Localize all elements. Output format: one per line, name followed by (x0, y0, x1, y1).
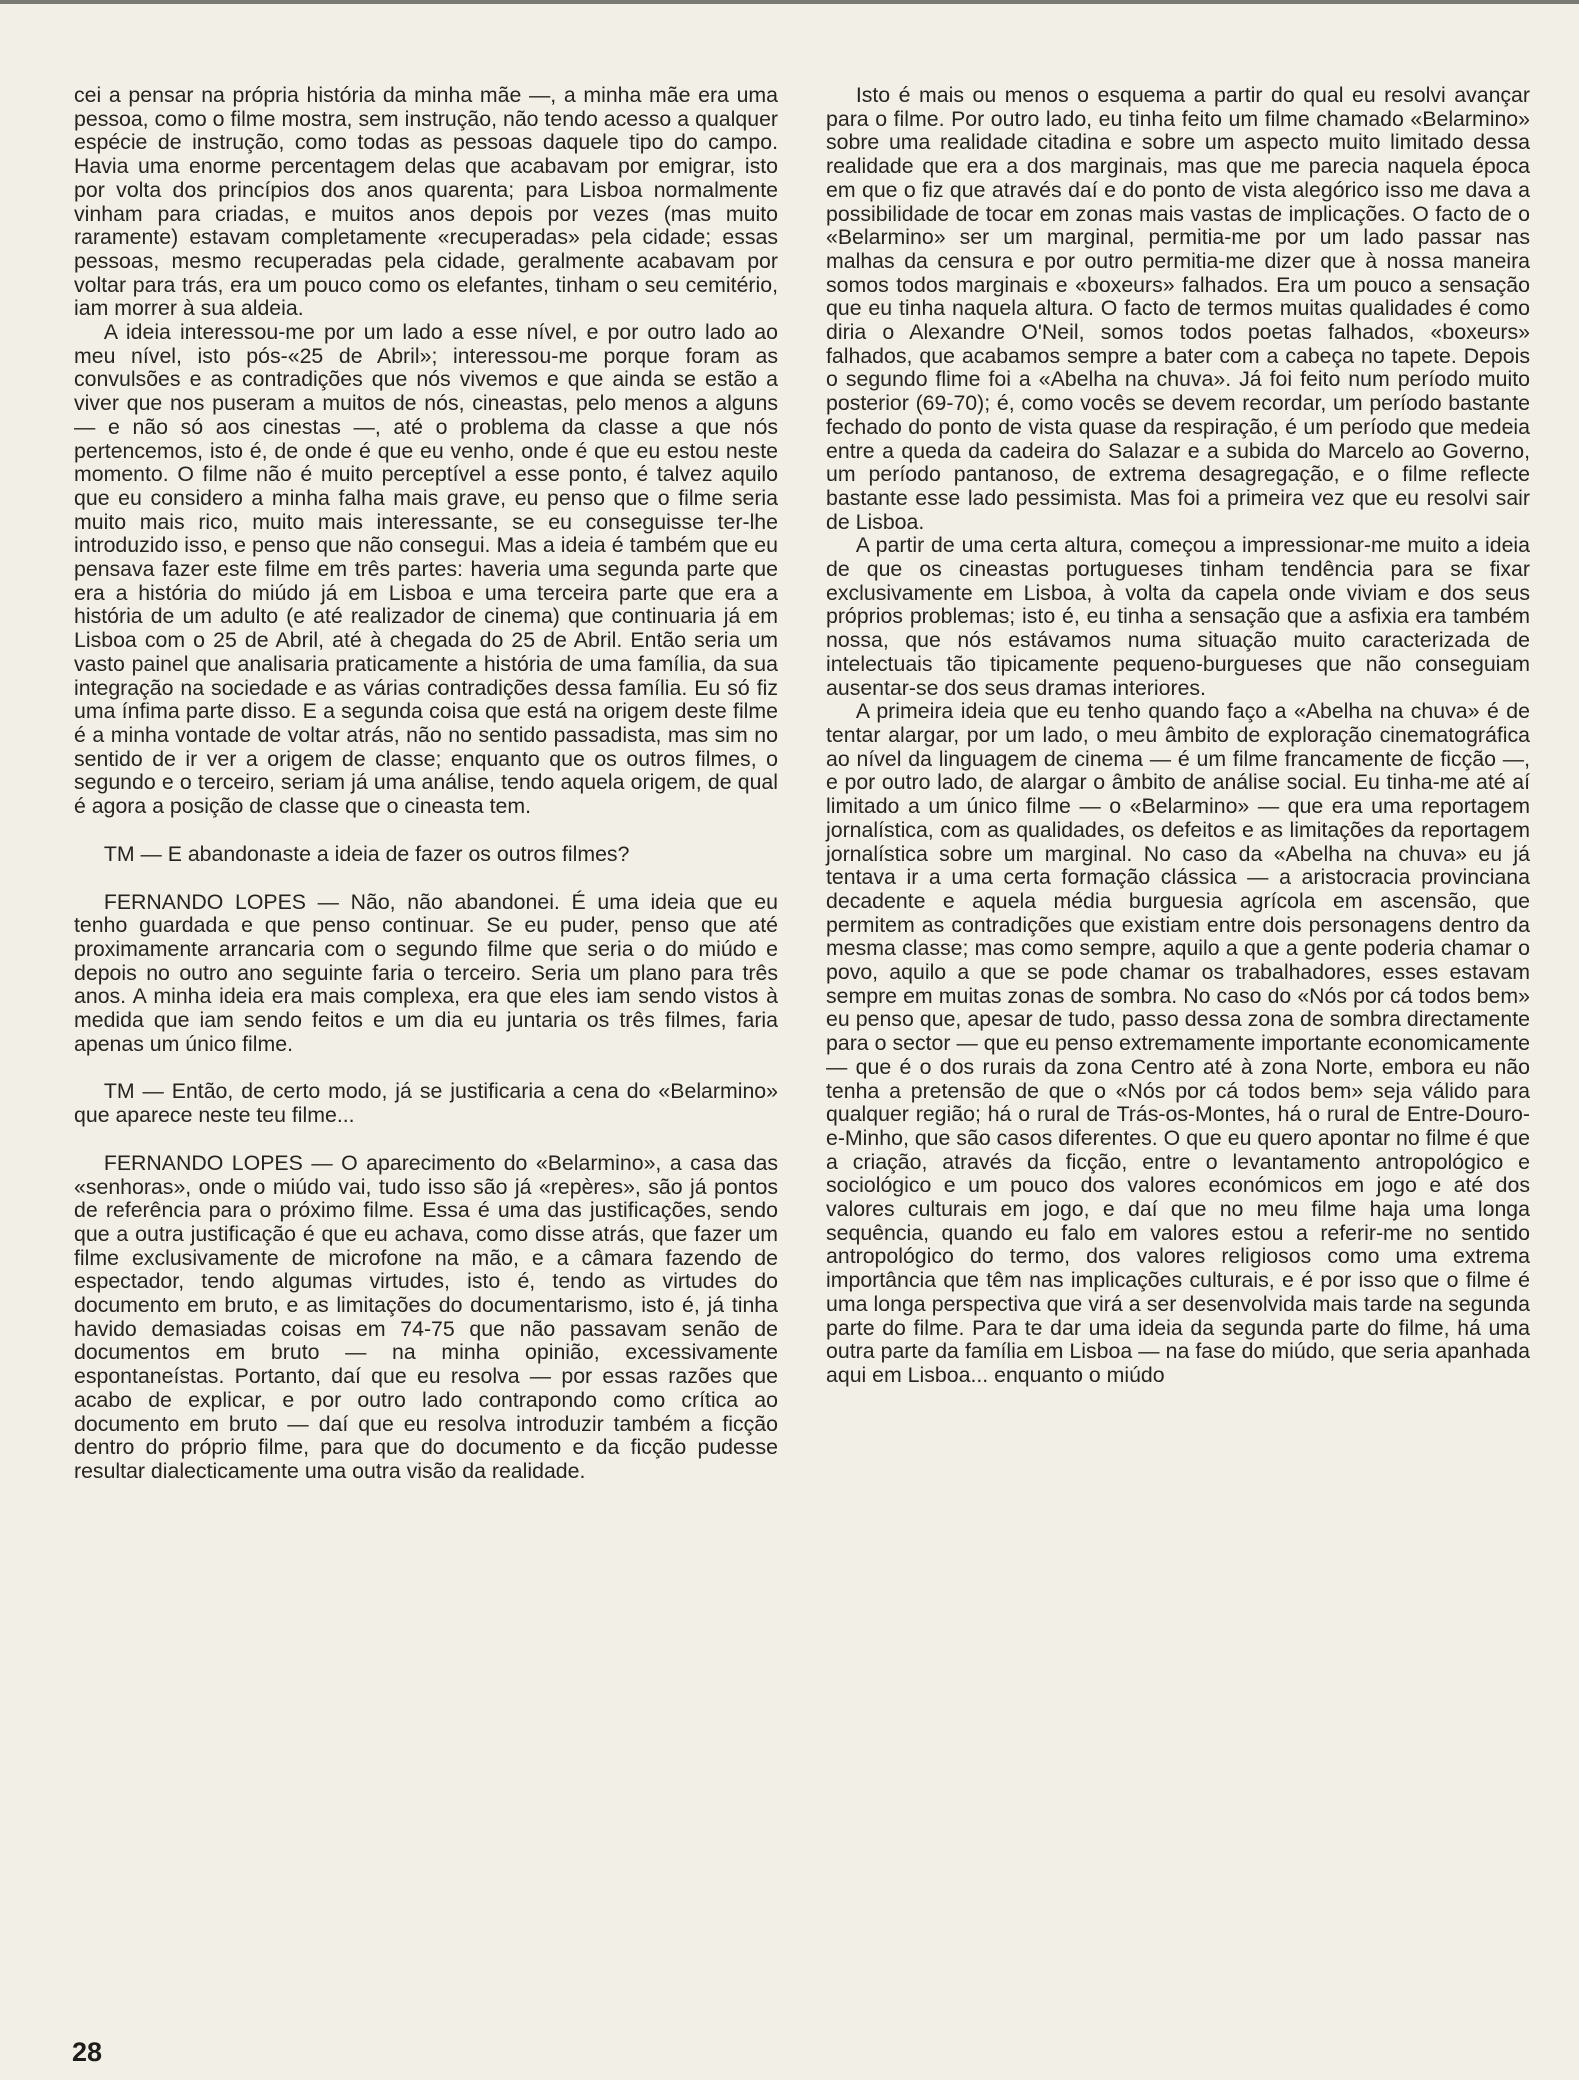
left-column (74, 84, 778, 1484)
paragraph: Isto é mais ou menos o esquema a partir do qual eu resolvi avançar para o filme. Por outro lado, eu tinha feito um filme chamado «Belarmino» sobre uma realidade citadina e sobre um aspecto muito limitado dessa realidade que era a dos marginais, mas que me parecia naquela época em que o fiz que através daí e do ponto de vista alegórico isso me dava a possibilidade de tocar em zonas mais vastas de implicações. O facto de o «Belarmino» ser um marginal, permitia-me por um lado passar nas malhas da censura e por outro permitia-me dizer que à nossa maneira somos todos marginais e «boxeurs» falhados. Era um pouco a sensação que eu tinha naquela altura. O facto de termos muitas qualidades é como diria o Alexandre O'Neil, somos todos poetas falhados, «boxeurs» falhados, que acabamos sempre a bater com a cabeça no tapete. Depois o segundo flime foi a «Abelha na chuva». Já foi feito num período muito posterior (69-70); é, como vocês se devem recordar, um período bastante fechado do ponto de vista quase da respiração, é um período que medeia entre a queda da cadeira do Salazar e a subida do Marcelo ao Governo, um período pantanoso, de extrema desagregação, e o filme reflecte bastante esse lado pessimista. Mas foi a primeira vez que eu resolvi sair de Lisboa. (826, 83, 1530, 534)
paragraph: A primeira ideia que eu tenho quando faço a «Abelha na chuva» é de tentar alargar, por um lado, o meu âmbito de exploração cinematográfica ao nível da linguagem de cinema — é um filme francamente de ficção —, e por outro lado, de alargar o âmbito de análise social. Eu tinha-me até aí limitado a um único filme — o «Belarmino» — que era uma reportagem jornalística, com as qualidades, os defeitos e as limitações da reportagem jornalística sobre um marginal. No caso da «Abelha na chuva» eu já tentava ir a uma certa formação clássica — a aristocracia provinciana decadente e aquela média burguesia agrícola em ascensão, que permitem as contradições que existiam entre dois personagens dentro da mesma classe; mas como sempre, aquilo a que a gente poderia chamar o povo, aquilo a que se pode chamar os trabalhadores, esses estavam sempre em muitas zonas de sombra. No caso do «Nós por cá todos bem» eu penso que, apesar de tudo, passo dessa zona de sombra directamente para o sector — que eu penso extremamente importante economicamente — que é o dos rurais da zona Centro até à zona Norte, embora eu não tenha a pretensão de que o «Nós por cá todos bem» seja válido para qualquer região; há o rural de Trás-os-Montes, há o rural de Entre-Douro-e-Minho, que são casos diferentes. O que eu quero apontar no filme é que a criação, através da ficção, entre o levantamento antropológico e sociológico e um pouco dos valores económicos em jogo e até dos valores culturais em jogo, e daí que no meu filme haja uma longa sequência, quando eu falo em valores estou a referir-me no sentido antropológico do termo, dos valores religiosos como uma extrema importância que têm nas implicações culturais, e é por isso que o filme é uma longa perspectiva que virá a ser desenvolvida mais tarde na segunda parte do filme. Para te dar uma ideia da segunda parte do filme, há uma outra parte da família em Lisboa — na fase do miúdo, que seria apanhada aqui em Lisboa... enquanto o miúdo (826, 699, 1530, 1387)
paragraph: A ideia interessou-me por um lado a esse nível, e por outro lado ao meu nível, isto pós-«25 de Abril»; interessou-me porque foram as convulsões e as contradições que nós vivemos e que ainda se estão a viver que nos puseram a muitos de nós, cineastas, pelo menos a alguns — e não só aos cinestas —, até o problema da classe a que nós pertencemos, isto é, de onde é que eu venho, onde é que eu estou neste momento. O filme não é muito perceptível a esse ponto, é talvez aquilo que eu considero a minha falha mais grave, eu penso que o filme seria muito mais rico, muito mais interessante, se eu conseguisse ter-lhe introduzido isso, e penso que não consegui. Mas a ideia é também que eu pensava fazer este filme em três partes: haveria uma segunda parte que era a história do miúdo já em Lisboa e uma terceira parte que era a história de um adulto (e até realizador de cinema) que continuaria já em Lisboa com o 25 de Abril, até à chegada do 25 de Abril. Então seria um vasto painel que analisaria praticamente a história de uma família, da sua integração na sociedade e as várias contradições dessa família. Eu só fiz uma ínfima parte disso. E a segunda coisa que está na origem deste filme é a minha vontade de voltar atrás, não no sentido passadista, mas sim no sentido de ir ver a origem de classe; enquanto que os outros filmes, o segundo e o terceiro, seriam já uma análise, tendo aquela origem, de qual é agora a posição de classe que o cineasta tem. (74, 320, 778, 819)
interviewee-answer: FERNANDO LOPES — Não, não abandonei. É uma ideia que eu tenho guardada e que penso continuar. Se eu puder, penso que até proximamente arrancaria com o segundo filme que seria o do miúdo e depois no outro ano seguinte faria o terceiro. Seria um plano para três anos. A minha ideia era mais complexa, era que eles iam sendo vistos à medida que iam sendo feitos e um dia eu juntaria os três filmes, faria apenas um único filme. (74, 889, 778, 1056)
top-rule (0, 0, 1579, 4)
paragraph: A partir de uma certa altura, começou a impressionar-me muito a ideia de que os cineastas portugueses tinham tendência para se fixar exclusivamente em Lisboa, à volta da capela onde viviam e dos seus próprios problemas; isto é, eu tinha a sensação que a asfixia era também nossa, que nós estávamos numa situação muito caracterizada de intelectuais tão tipicamente pequeno-burgueses que não conseguiam ausentar-se dos seus dramas interiores. (826, 533, 1530, 700)
interviewee-answer: FERNANDO LOPES — O aparecimento do «Belarmino», a casa das «senhoras», onde o miúdo vai, tudo isso são já «repères», são já pontos de referência para o próximo filme. Essa é uma das justificações, sendo que a outra justificação é que eu achava, como disse atrás, que fazer um filme exclusivamente de microfone na mão, e a câmara fazendo de espectador, tendo algumas virtudes, isto é, tendo as virtudes do documento em bruto, e as limitações do documentarismo, isto é, já tinha havido demasiadas coisas em 74-75 que não passavam senão de documentos em bruto — na minha opinião, excessivamente espontaneístas. Portanto, daí que eu resolva — por essas razões que acabo de explicar, e por outro lado contrapondo como crítica ao documento em bruto — daí que eu resolva introduzir também a ficção dentro do próprio filme, para que do documento e da ficção pudesse resultar dialecticamente uma outra visão da realidade. (74, 1150, 778, 1483)
interviewer-question: TM — E abandonaste a ideia de fazer os outros filmes? (103, 841, 630, 866)
paragraph-continuation: cei a pensar na própria história da minha mãe —, a minha mãe era uma pessoa, como o filme mostra, sem instrução, não tendo acesso a qualquer espécie de instrução, como todas as pessoas daquele tipo do campo. Havia uma enorme percentagem delas que acabavam por emigrar, isto por volta dos princípios dos anos quarenta; para Lisboa normalmente vinham para criadas, e muitos anos depois por vezes (mas muito raramente) estavam completamente «recuperadas» pela cidade; essas pessoas, mesmo recuperadas pela cidade, geralmente acabavam por voltar para trás, era um pouco como os elefantes, tinham o seu cemitério, iam morrer à sua aldeia. (74, 83, 778, 321)
interviewer-question: TM — Então, de certo modo, já se justificaria a cena do «Belarmino» que aparece neste teu filme... (74, 1079, 778, 1128)
page-number: 28 (72, 2037, 103, 2067)
right-column (826, 84, 1530, 1388)
